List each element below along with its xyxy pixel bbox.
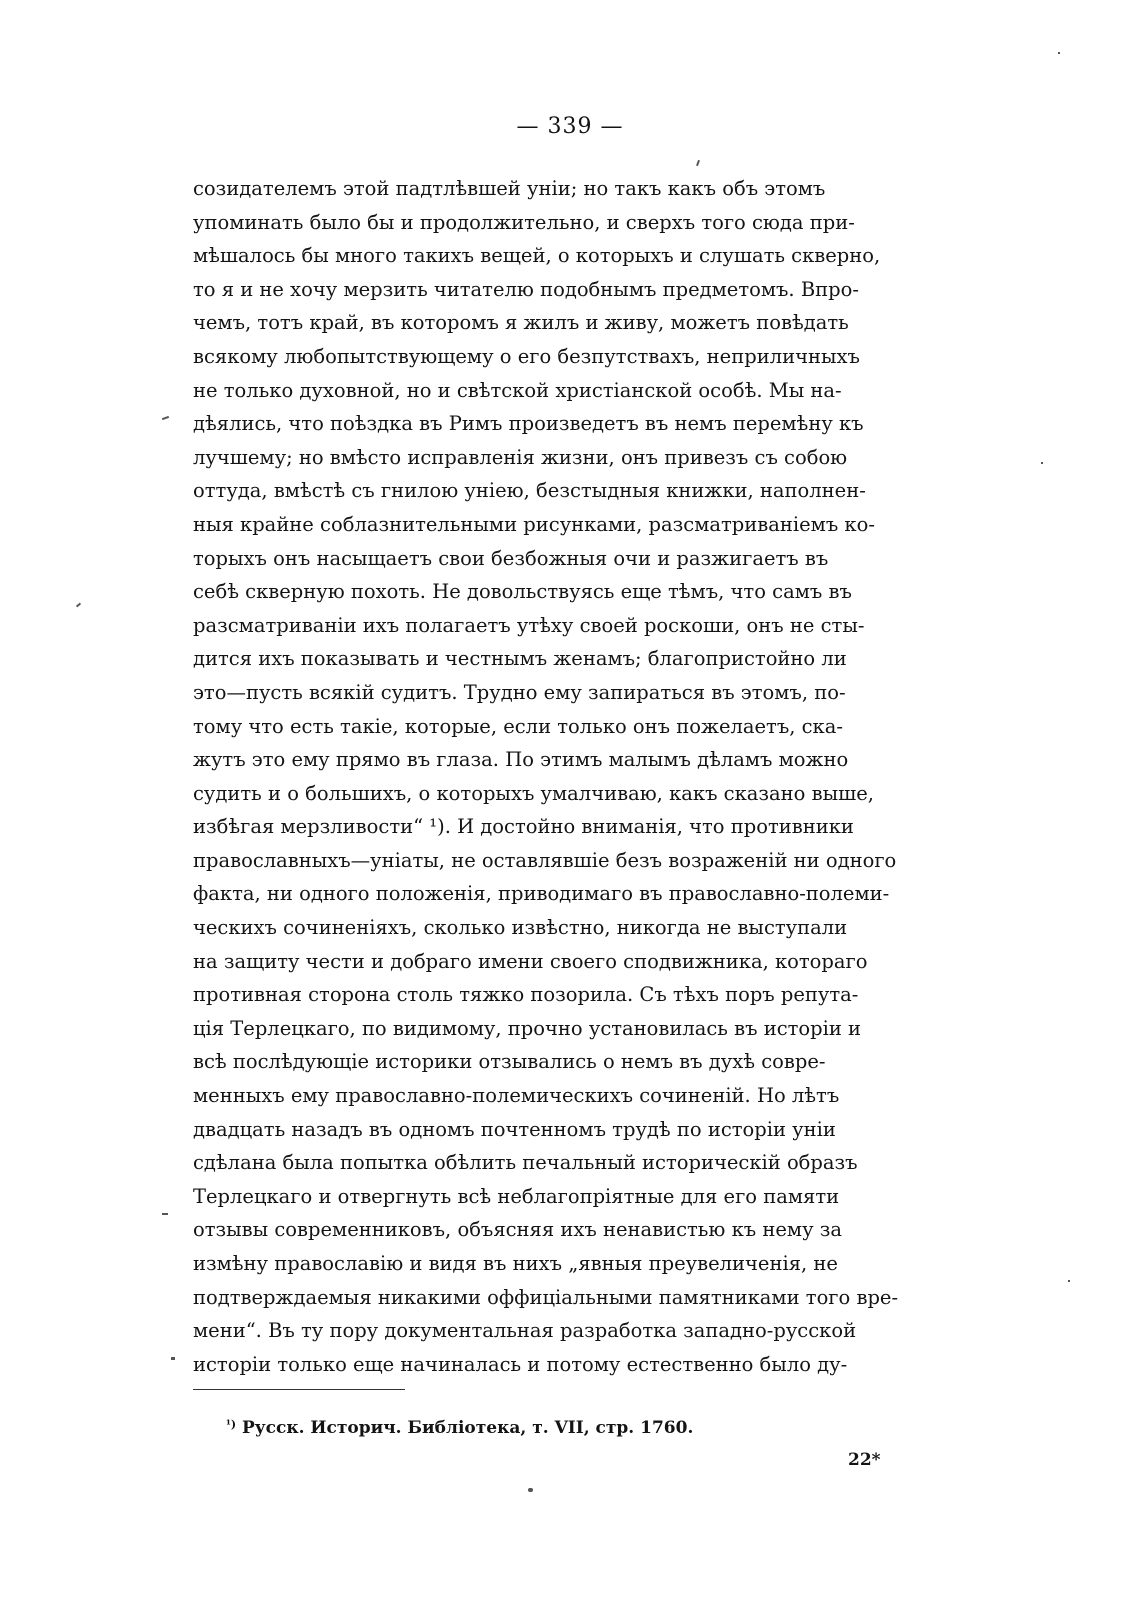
text-line: это—пусть всякій судитъ. Трудно ему запираться въ этомъ, по- <box>193 680 846 704</box>
text-line: менныхъ ему православно-полемическихъ сочиненій. Но лѣтъ <box>193 1084 840 1108</box>
text-line: измѣну православію и видя въ нихъ „явныя преувеличенія, не <box>193 1252 838 1275</box>
text-line: ческихъ сочиненіяхъ, сколько извѣстно, никогда не выступали <box>193 916 848 940</box>
scan-speck <box>1041 462 1043 464</box>
text-line: созидателемъ этой падтлѣвшей уніи; но такъ какъ объ этомъ <box>193 177 826 200</box>
text-line: торыхъ онъ насыщаетъ свои безбожныя очи и разжигаетъ въ <box>193 546 829 570</box>
text-line: на защиту чести и добраго имени своего сподвижника, котораго <box>193 949 868 973</box>
scan-speck <box>162 1213 168 1215</box>
text-line: себѣ скверную похоть. Не довольствуясь еще тѣмъ, что самъ въ <box>193 580 852 604</box>
text-line: исторіи только еще начиналась и потому естественно было ду- <box>193 1352 848 1376</box>
text-line: факта, ни одного положенія, приводимаго въ православно-полеми- <box>193 882 890 906</box>
text-line: всякому любопытствующему о его безпутствахъ, неприличныхъ <box>193 344 860 368</box>
text-line: лучшему; но вмѣсто исправленія жизни, онъ привезъ съ собою <box>193 445 848 469</box>
scan-speck <box>1058 52 1060 54</box>
signature-mark: 22* <box>848 1450 881 1470</box>
text-line: всѣ послѣдующіе историки отзывались о немъ въ духѣ совре- <box>193 1050 826 1074</box>
text-line: двадцать назадъ въ одномъ почтенномъ трудѣ по исторіи уніи <box>193 1117 836 1141</box>
text-line: не только духовной, но и свѣтской христіанской особѣ. Мы на- <box>193 378 842 402</box>
text-line: тому что есть такіе, которые, если только онъ пожелаетъ, ска- <box>193 714 843 738</box>
text-line: избѣгая мерзливости“ ¹). И достойно вниманія, что противники <box>193 815 854 839</box>
text-line: судить и о большихъ, о которыхъ умалчиваю, какъ сказано выше, <box>193 781 874 805</box>
text-line: жутъ это ему прямо въ глаза. По этимъ малымъ дѣламъ можно <box>193 748 849 772</box>
text-line: упоминать было бы и продолжительно, и сверхъ того сюда при- <box>193 210 855 234</box>
text-line: мени“. Въ ту пору документальная разработка западно-русской <box>193 1319 857 1343</box>
scan-speck <box>76 603 81 608</box>
scan-speck <box>171 1357 175 1360</box>
footnote-divider <box>193 1389 405 1390</box>
text-line: то я и не хочу мерзить читателю подобнымъ предметомъ. Впро- <box>193 277 859 301</box>
text-line: ныя крайне соблазнительными рисунками, разсматриваніемъ ко- <box>193 512 875 536</box>
text-line: отзывы современниковъ, объясняя ихъ ненавистью къ нему за <box>193 1218 843 1242</box>
text-line: мѣшалось бы много такихъ вещей, о которыхъ и слушать скверно, <box>193 244 881 268</box>
text-line: ція Терлецкаго, по видимому, прочно установилась въ исторіи и <box>193 1016 862 1040</box>
text-line: разсматриваніи ихъ полагаетъ утѣху своей роскоши, онъ не сты- <box>193 613 865 637</box>
text-line: дится ихъ показывать и честнымъ женамъ; благопристойно ли <box>193 647 847 671</box>
text-line: сдѣлана была попытка обѣлить печальный историческій образъ <box>193 1151 858 1175</box>
text-line: подтверждаемыя никакими оффиціальными памятниками того вре- <box>193 1285 899 1309</box>
text-line: Терлецкаго и отвергнуть всѣ неблагопріятные для его памяти <box>193 1184 840 1208</box>
text-line: чемъ, тотъ край, въ которомъ я жилъ и живу, можетъ повѣдать <box>193 311 849 335</box>
scan-speck <box>1068 1280 1070 1282</box>
text-line: оттуда, вмѣстѣ съ гнилою уніею, безстыдныя книжки, наполнен- <box>193 479 866 503</box>
body-text <box>193 172 937 1381</box>
text-line: дѣялись, что поѣздка въ Римъ произведетъ въ немъ перемѣну къ <box>193 412 864 436</box>
page-number: — 339 — <box>516 114 624 139</box>
scan-speck <box>162 416 169 420</box>
text-line: православныхъ—уніаты, не оставлявшіе безъ возраженій ни одного <box>193 848 897 872</box>
scan-speck <box>528 1488 533 1492</box>
footnote <box>226 1418 693 1438</box>
scan-speck <box>696 160 700 166</box>
footnote-marker: ¹) <box>226 1418 237 1431</box>
text-line: противная сторона столь тяжко позорила. Съ тѣхъ поръ репута- <box>193 983 859 1007</box>
footnote-text: Русск. Историч. Библіотека, т. VII, стр. 1760. <box>241 1418 694 1438</box>
